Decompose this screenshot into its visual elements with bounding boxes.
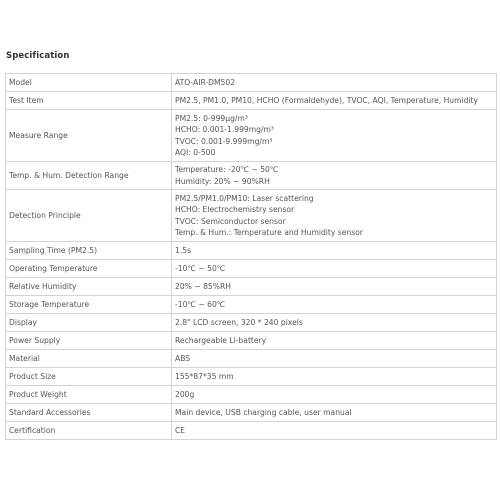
table-row — [6, 110, 497, 162]
spec-value — [172, 278, 497, 296]
spec-value — [172, 260, 497, 278]
spec-label: Test Item — [6, 92, 172, 110]
table-row — [6, 190, 497, 242]
spec-value — [172, 92, 497, 110]
spec-value-line: PM2.5/PM1.0/PM10: Laser scattering — [175, 194, 314, 204]
section-heading: Specification — [6, 51, 70, 61]
spec-value-line: ABS — [175, 353, 191, 363]
spec-label: Display — [6, 314, 172, 332]
spec-value-line: ATO-AIR-DM502 — [175, 77, 236, 87]
spec-value — [172, 296, 497, 314]
spec-value — [172, 314, 497, 332]
spec-label: Relative Humidity — [6, 278, 172, 296]
spec-value-line: 2.8" LCD screen, 320 * 240 pixels — [175, 317, 303, 327]
spec-value-line: 200g — [175, 389, 195, 399]
spec-label: Storage Temperature — [6, 296, 172, 314]
table-row — [6, 332, 497, 350]
spec-value-line: Main device, USB charging cable, user manual — [175, 407, 352, 417]
table-row — [6, 260, 497, 278]
spec-value-line: PM2.5: 0-999μg/m³ — [175, 114, 248, 124]
table-row — [6, 92, 497, 110]
table-row — [6, 350, 497, 368]
table-row — [6, 314, 497, 332]
spec-value-line: Rechargeable Li-battery — [175, 335, 267, 345]
spec-value-line: Temp. & Hum.: Temperature and Humidity sensor — [175, 227, 363, 237]
spec-value-line: HCHO: Electrochemistry sensor — [175, 205, 295, 215]
spec-label: Standard Accessories — [6, 404, 172, 422]
spec-value-line: PM2.5, PM1.0, PM10, HCHO (Formaldehyde), TVOC, AQI, Temperature, Humidity — [175, 95, 479, 105]
spec-value — [172, 368, 497, 386]
spec-label: Product Size — [6, 368, 172, 386]
table-row — [6, 162, 497, 190]
spec-label: Certification — [6, 422, 172, 440]
spec-value-line: TVOC: Semiconductor sensor — [175, 216, 286, 226]
spec-value-line: -10℃ ~ 50℃ — [175, 263, 226, 273]
table-row — [6, 74, 497, 92]
spec-label: Detection Principle — [6, 190, 172, 242]
spec-label: Measure Range — [6, 110, 172, 162]
spec-value — [172, 386, 497, 404]
spec-value-line: 1.5s — [175, 245, 192, 255]
table-row — [6, 422, 497, 440]
spec-label: Sampling Time (PM2.5) — [6, 242, 172, 260]
spec-value — [172, 162, 497, 190]
table-row — [6, 278, 497, 296]
spec-label: Operating Temperature — [6, 260, 172, 278]
spec-value — [172, 190, 497, 242]
spec-label: Model — [6, 74, 172, 92]
table-row — [6, 242, 497, 260]
spec-value — [172, 350, 497, 368]
spec-value — [172, 422, 497, 440]
spec-value — [172, 242, 497, 260]
specification-table — [5, 73, 497, 440]
spec-value-line: Humidity: 20% ~ 90%RH — [175, 176, 270, 186]
table-row — [6, 296, 497, 314]
spec-label: Power Supply — [6, 332, 172, 350]
spec-label: Temp. & Hum. Detection Range — [6, 162, 172, 190]
spec-value-line: CE — [175, 425, 186, 435]
spec-value — [172, 110, 497, 162]
spec-value-line: 155*87*35 mm — [175, 371, 234, 381]
spec-value — [172, 404, 497, 422]
spec-value-line: HCHO: 0.001-1.999mg/m³ — [175, 125, 274, 135]
spec-label: Material — [6, 350, 172, 368]
spec-value-line: -10℃ ~ 60℃ — [175, 299, 226, 309]
spec-value-line: AQI: 0-500 — [175, 147, 216, 157]
spec-value — [172, 74, 497, 92]
table-row — [6, 404, 497, 422]
table-row — [6, 368, 497, 386]
spec-value — [172, 332, 497, 350]
spec-value-line: Temperature: -20℃ ~ 50℃ — [175, 165, 279, 175]
spec-value-line: 20% ~ 85%RH — [175, 281, 231, 291]
spec-value-line: TVOC: 0.001-9.999mg/m³ — [175, 136, 273, 146]
spec-label: Product Weight — [6, 386, 172, 404]
table-row — [6, 386, 497, 404]
